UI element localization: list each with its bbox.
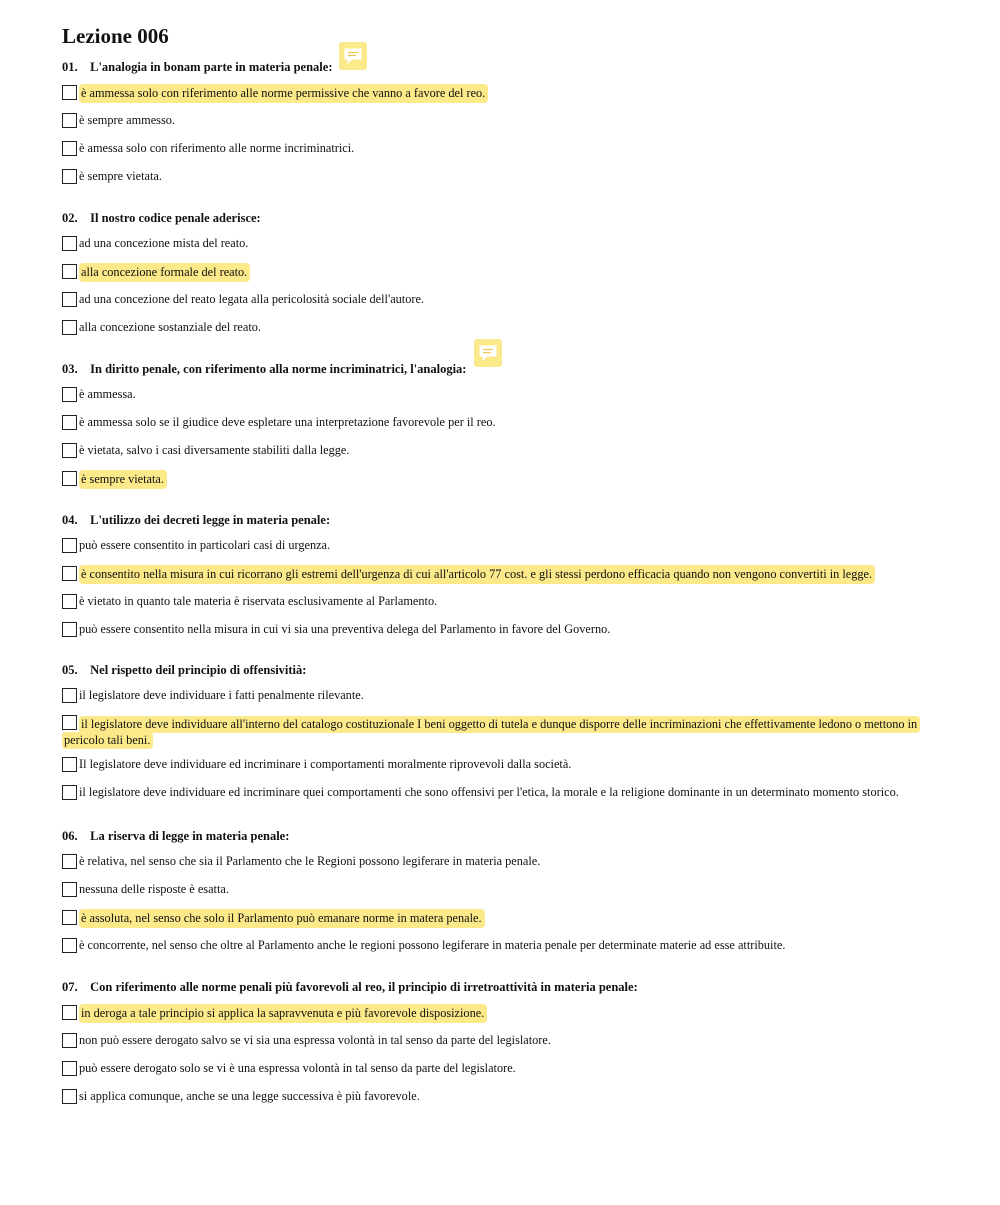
checkbox[interactable] xyxy=(62,594,77,609)
option-text: è vietata, salvo i casi diversamente stabiliti dalla legge. xyxy=(79,443,350,457)
option-row[interactable] xyxy=(62,853,938,874)
option-row[interactable] xyxy=(62,756,938,777)
option-text: può essere derogato solo se vi è una espressa volontà in tal senso da parte del legislatore. xyxy=(79,1061,516,1075)
question-header xyxy=(62,208,938,228)
option-row[interactable] xyxy=(62,565,938,586)
option-row[interactable] xyxy=(62,140,938,161)
option-text: è ammessa. xyxy=(79,387,136,401)
option-row[interactable] xyxy=(62,537,938,558)
option-row[interactable] xyxy=(62,168,938,189)
option-row[interactable] xyxy=(62,1004,938,1025)
question-header xyxy=(62,57,938,77)
option-text-correct: in deroga a tale principio si applica la sapravvenuta e più favorevole disposizione. xyxy=(79,1004,487,1023)
option-text: può essere consentito nella misura in cui vi sia una preventiva delega del Parlamento in favore del Governo. xyxy=(79,622,611,636)
checkbox[interactable] xyxy=(62,85,77,100)
checkbox[interactable] xyxy=(62,1061,77,1076)
question-text: La riserva di legge in materia penale: xyxy=(90,829,290,843)
question-04 xyxy=(62,510,938,642)
question-05 xyxy=(62,660,938,805)
checkbox[interactable] xyxy=(62,415,77,430)
option-row[interactable] xyxy=(62,937,938,958)
checkbox[interactable] xyxy=(62,715,77,730)
checkbox[interactable] xyxy=(62,910,77,925)
checkbox[interactable] xyxy=(62,882,77,897)
checkbox[interactable] xyxy=(62,622,77,637)
checkbox[interactable] xyxy=(62,320,77,335)
question-06 xyxy=(62,826,938,958)
option-text: il legislatore deve individuare ed incriminare quei comportamenti che sono offensivi per l'etica, la morale e la religione dominante in un determinato momento storico. xyxy=(79,785,899,799)
checkbox[interactable] xyxy=(62,471,77,486)
question-02 xyxy=(62,208,938,340)
checkbox[interactable] xyxy=(62,443,77,458)
checkbox[interactable] xyxy=(62,1033,77,1048)
checkbox[interactable] xyxy=(62,387,77,402)
checkbox[interactable] xyxy=(62,938,77,953)
option-row[interactable] xyxy=(62,1032,938,1053)
option-row[interactable] xyxy=(62,291,938,312)
checkbox[interactable] xyxy=(62,854,77,869)
option-text: è sempre ammesso. xyxy=(79,113,175,127)
checkbox[interactable] xyxy=(62,688,77,703)
option-row[interactable] xyxy=(62,715,938,752)
question-text: In diritto penale, con riferimento alla norme incriminatrici, l'analogia: xyxy=(90,362,467,376)
option-text: è sempre vietata. xyxy=(79,169,162,183)
question-text: Con riferimento alle norme penali più favorevoli al reo, il principio di irretroattività in materia penale: xyxy=(90,980,638,994)
question-03 xyxy=(62,359,938,491)
option-row[interactable] xyxy=(62,414,938,435)
option-text: è vietato in quanto tale materia è riservata esclusivamente al Parlamento. xyxy=(79,594,438,608)
option-text-correct: è consentito nella misura in cui ricorrano gli estremi dell'urgenza di cui all'articolo 77 cost. e gli stessi perdono efficacia quando non vengono convertiti in legge. xyxy=(79,565,875,584)
checkbox[interactable] xyxy=(62,566,77,581)
option-row[interactable] xyxy=(62,1060,938,1081)
option-row[interactable] xyxy=(62,687,938,708)
question-number: 07. xyxy=(62,980,78,994)
option-row[interactable] xyxy=(62,909,938,930)
option-text: è amessa solo con riferimento alle norme incriminatrici. xyxy=(79,141,355,155)
comment-note-icon[interactable] xyxy=(339,42,367,70)
option-text: è ammessa solo se il giudice deve espletare una interpretazione favorevole per il reo. xyxy=(79,415,496,429)
question-number: 02. xyxy=(62,211,78,225)
question-header xyxy=(62,510,938,530)
option-text: alla concezione sostanziale del reato. xyxy=(79,320,261,334)
option-text: nessuna delle risposte è esatta. xyxy=(79,882,229,896)
checkbox[interactable] xyxy=(62,113,77,128)
question-text: L'utilizzo dei decreti legge in materia penale: xyxy=(90,513,331,527)
speech-bubble-icon xyxy=(479,345,497,361)
question-number: 01. xyxy=(62,60,78,74)
question-text: Nel rispetto deil principio di offensivitià: xyxy=(90,663,307,677)
option-row[interactable] xyxy=(62,881,938,902)
checkbox[interactable] xyxy=(62,236,77,251)
question-header xyxy=(62,977,938,997)
option-text: Il legislatore deve individuare ed incriminare i comportamenti moralmente riprovevoli dalla società. xyxy=(79,757,572,771)
checkbox[interactable] xyxy=(62,141,77,156)
option-text-correct: alla concezione formale del reato. xyxy=(79,263,250,282)
question-text: Il nostro codice penale aderisce: xyxy=(90,211,261,225)
option-text: non può essere derogato salvo se vi sia una espressa volontà in tal senso da parte del legislatore. xyxy=(79,1033,551,1047)
option-text: ad una concezione del reato legata alla pericolosità sociale dell'autore. xyxy=(79,292,424,306)
checkbox[interactable] xyxy=(62,538,77,553)
checkbox[interactable] xyxy=(62,1005,77,1020)
checkbox[interactable] xyxy=(62,292,77,307)
option-text-correct: il legislatore deve individuare all'interno del catalogo costituzionale I beni oggetto di tutela e dunque disporre delle incriminazioni che effettivamente ledono o mettono in pericolo tali beni. xyxy=(62,716,920,749)
option-row[interactable] xyxy=(62,319,938,340)
question-header xyxy=(62,660,938,680)
question-07 xyxy=(62,977,938,1109)
option-text: è concorrente, nel senso che oltre al Parlamento anche le regioni possono legiferare in materia penale per determinate materie ad esse attribuite. xyxy=(79,938,786,952)
option-row[interactable] xyxy=(62,784,938,805)
option-row[interactable] xyxy=(62,1088,938,1109)
option-row[interactable] xyxy=(62,593,938,614)
checkbox[interactable] xyxy=(62,169,77,184)
option-text: ad una concezione mista del reato. xyxy=(79,236,249,250)
option-row[interactable] xyxy=(62,442,938,463)
checkbox[interactable] xyxy=(62,785,77,800)
option-text: è relativa, nel senso che sia il Parlamento che le Regioni possono legiferare in materia penale. xyxy=(79,854,541,868)
question-number: 05. xyxy=(62,663,78,677)
option-row[interactable] xyxy=(62,470,938,491)
option-text-correct: è ammessa solo con riferimento alle norme permissive che vanno a favore del reo. xyxy=(79,84,488,103)
checkbox[interactable] xyxy=(62,264,77,279)
checkbox[interactable] xyxy=(62,757,77,772)
option-text: il legislatore deve individuare i fatti penalmente rilevante. xyxy=(79,688,364,702)
question-number: 03. xyxy=(62,362,78,376)
option-row[interactable] xyxy=(62,621,938,642)
question-text: L'analogia in bonam parte in materia penale: xyxy=(90,60,333,74)
question-number: 04. xyxy=(62,513,78,527)
option-row[interactable] xyxy=(62,386,938,407)
page-title: Lezione 006 xyxy=(62,24,169,48)
question-01 xyxy=(62,57,938,189)
option-text: può essere consentito in particolari casi di urgenza. xyxy=(79,538,331,552)
option-text-correct: è assoluta, nel senso che solo il Parlamento può emanare norme in matera penale. xyxy=(79,909,485,928)
checkbox[interactable] xyxy=(62,1089,77,1104)
option-row[interactable] xyxy=(62,235,938,256)
option-row[interactable] xyxy=(62,263,938,284)
question-number: 06. xyxy=(62,829,78,843)
option-text-correct: è sempre vietata. xyxy=(79,470,167,489)
option-text: si applica comunque, anche se una legge successiva è più favorevole. xyxy=(79,1089,420,1103)
question-header xyxy=(62,826,938,846)
speech-bubble-icon xyxy=(344,48,362,64)
option-row[interactable] xyxy=(62,112,938,133)
option-row[interactable] xyxy=(62,84,938,105)
comment-note-icon[interactable] xyxy=(474,339,502,367)
